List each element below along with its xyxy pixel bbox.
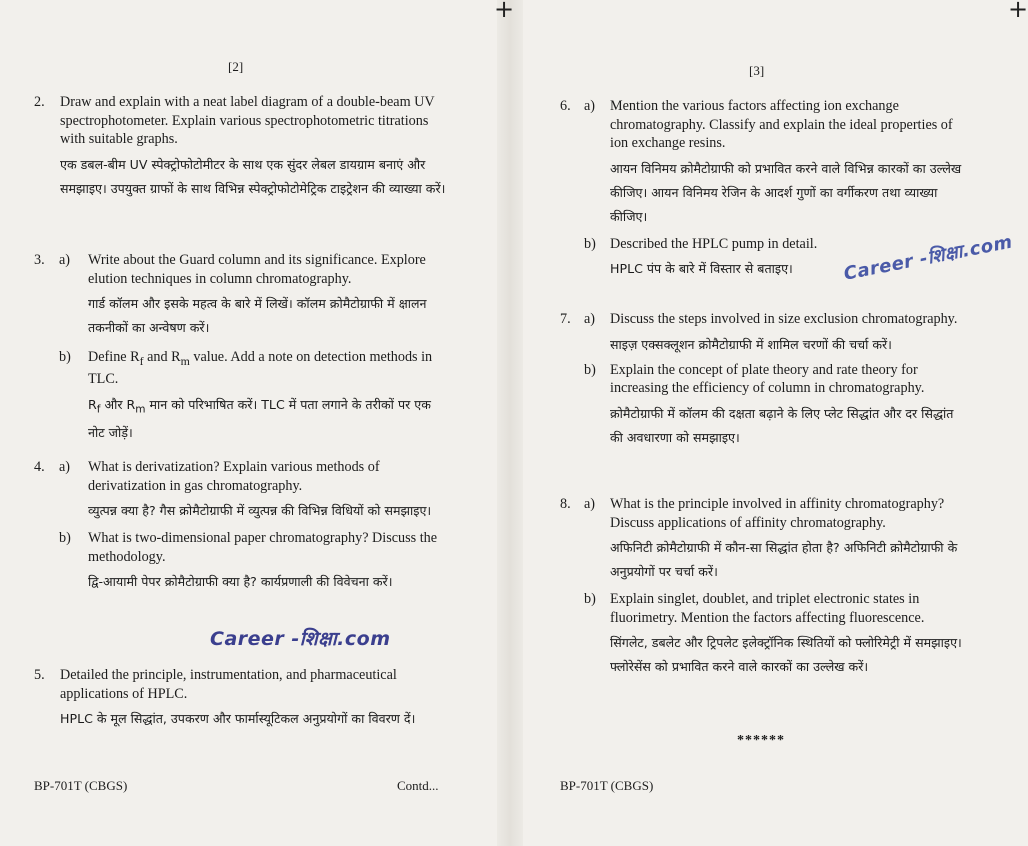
sub-label: b) [59,530,71,546]
sub-label: b) [584,235,596,252]
question-text-en: Discuss the steps involved in size exclusion chromatography. [610,311,958,327]
question-text-en: Draw and explain with a neat label diagram of a double-beam UV spectrophotometer. Explain various spectrophotometric titrations with suitable graphs. [60,94,435,147]
question-2 [34,93,446,201]
watermark-logo: Career -शिक्षा.com [210,628,391,650]
sub-label: a) [59,459,71,475]
question-text-en: Detailed the principle, instrumentation, and pharmaceutical applications of HPLC. [60,667,397,702]
question-text-hi: HPLC पंप के बारे में विस्तार से बताइए। [610,261,793,276]
question-text-en: What is derivatization? Explain various methods of derivatization in gas chromatography. [88,459,380,494]
question-text-hi: व्युत्पन्न क्या है? गैस क्रोमैटोग्राफी में व्युत्पन्न की विभिन्न विधियों को समझाइए। [88,503,432,518]
left-page [0,0,500,846]
question-text-hi: सिंगलेट, डबलेट और ट्रिपलेट इलेक्ट्रॉनिक स्थितियों को फ्लोरिमेट्री में समझाइए। फ्लोरेसेंस को प्रभावित करने वाले कारकों का उल्लेख करें। [610,635,962,674]
watermark-logo: Career -शिक्षा.com [842,231,1015,285]
footer-contd: Contd... [397,778,439,793]
question-number: 2. [34,94,45,110]
question-text-hi: एक डबल-बीम UV स्पेक्ट्रोफोटोमीटर के साथ एक सुंदर लेबल डायग्राम बनाएं और समझाइए। उपयुक्त ग्राफों के साथ विभिन्न स्पेक्ट्रोफोटोमेट्रिक टाइट्रेशन की व्याख्या करें। [60,156,446,196]
page-gutter [497,0,523,846]
page-number: [2] [228,59,244,74]
question-7 [560,310,965,450]
footer-paper-code: BP-701T (CBGS) [34,778,128,793]
question-text-hi: गार्ड कॉलम और इसके महत्व के बारे में लिखें। कॉलम क्रोमैटोग्राफी में क्षालन तकनीकों का अन्वेषण करें। [88,296,427,335]
question-text-en: Mention the various factors affecting ion exchange chromatography. Classify and explain the ideal properties of ion exchange resins. [610,98,953,151]
sub-label: b) [584,591,596,607]
end-of-paper-marker: ****** [737,733,785,748]
sub-label: a) [584,496,596,512]
question-text-hi: द्वि-आयामी पेपर क्रोमैटोग्राफी क्या है? कार्यप्रणाली की विवेचना करें। [88,574,393,589]
question-text-hi: साइज़ एक्सक्लूशन क्रोमैटोग्राफी में शामिल चरणों की चर्चा करें। [610,336,892,352]
question-4 [34,458,446,594]
sub-label: a) [584,98,596,114]
question-8 [560,495,965,679]
question-number: 8. [560,496,571,512]
sub-label: a) [584,311,596,327]
question-number: 5. [34,667,45,683]
question-text-en: What is the principle involved in affinity chromatography? Discuss applications of affinity chromatography. [610,496,945,531]
question-number: 3. [34,252,45,268]
question-number: 6. [560,98,571,114]
question-text-en: Explain the concept of plate theory and rate theory for increasing the efficiency of column in chromatography. [610,361,925,396]
crosshair-mark-left: + [494,0,515,23]
question-5 [34,666,446,731]
page-number: [3] [749,63,765,78]
crosshair-mark-right: + [1008,0,1028,23]
question-text-en: Explain singlet, doublet, and triplet electronic states in fluorimetry. Mention the factors affecting fluorescence. [610,591,925,626]
question-text-hi: क्रोमैटोग्राफी में कॉलम की दक्षता बढ़ाने के लिए प्लेट सिद्धांत और दर सिद्धांत की अवधारणा को समझाइए। [610,405,954,445]
question-text-hi: $R_f$ और $R_m$ मान को परिभाषित करें। TLC में पता लगाने के तरीकों पर एक नोट जोड़ें। [88,396,431,441]
question-text-hi: आयन विनिमय क्रोमैटोग्राफी को प्रभावित करने वाले विभिन्न कारकों का उल्लेख कीजिए। आयन विनिमय रेजिन के आदर्श गुणों का वर्गीकरण तथा व्याख्या कीजिए। [610,160,962,224]
question-number: 7. [560,311,571,327]
question-number: 4. [34,459,45,475]
right-page [524,0,1024,846]
question-text-en: Define $R_f$ and $R_m$ value. Add a note on detection methods in TLC. [88,349,433,388]
question-3 [34,251,446,445]
sub-label: b) [584,361,596,378]
footer-paper-code: BP-701T (CBGS) [560,778,654,793]
question-text-hi: HPLC के मूल सिद्धांत, उपकरण और फार्मास्यूटिकल अनुप्रयोगों का विवरण दें। [60,711,416,726]
question-text-en: Write about the Guard column and its significance. Explore elution techniques in column chromatography. [88,252,426,287]
question-text-en: Described the HPLC pump in detail. [610,235,818,252]
sub-label: a) [59,252,71,268]
question-text-hi: अफिनिटी क्रोमैटोग्राफी में कौन-सा सिद्धांत होता है? अफिनिटी क्रोमैटोग्राफी के अनुप्रयोगों पर चर्चा करें। [610,540,958,579]
sub-label: b) [59,349,71,365]
question-text-en: What is two-dimensional paper chromatography? Discuss the methodology. [88,530,438,565]
